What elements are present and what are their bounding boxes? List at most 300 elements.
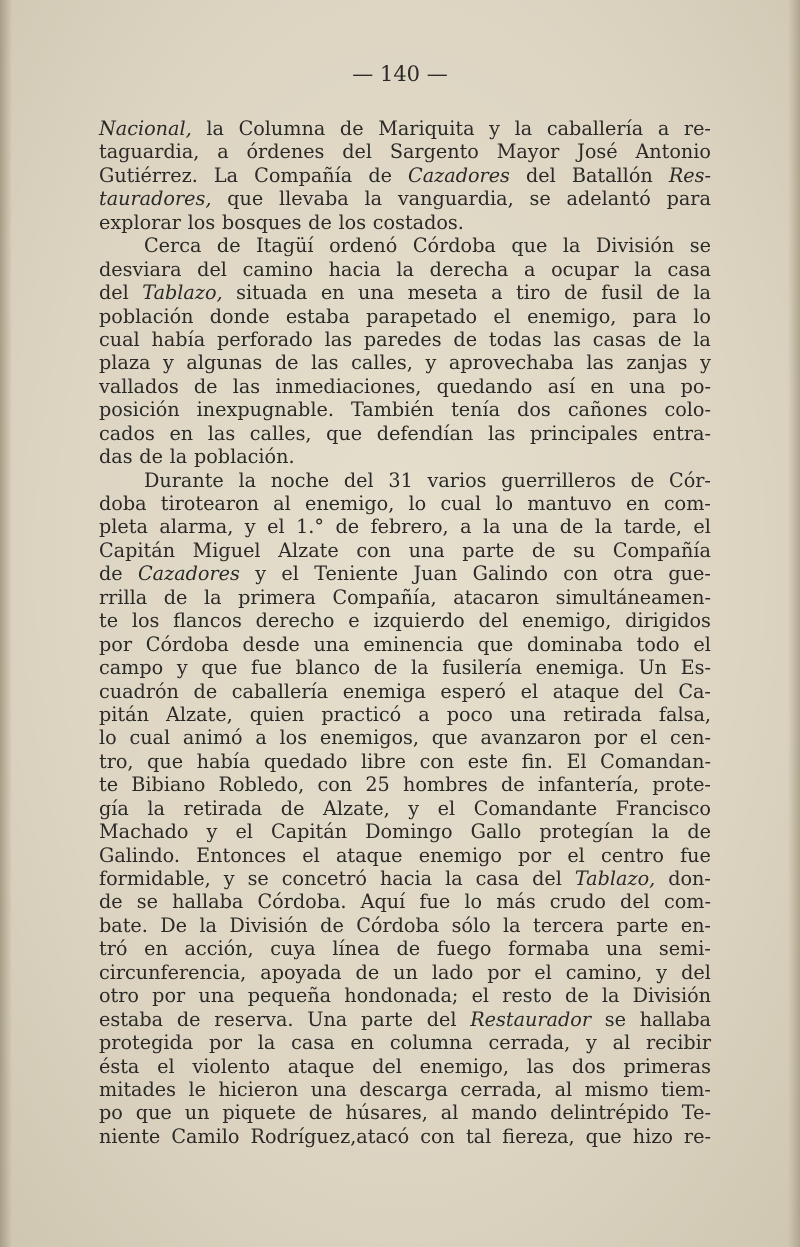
word: el	[471, 984, 490, 1008]
word: eminencia	[363, 632, 464, 656]
word: Alzate	[278, 538, 339, 562]
word: colo-	[664, 398, 711, 422]
word: a	[460, 515, 472, 539]
word: para	[666, 187, 711, 211]
word: de	[280, 796, 305, 820]
word: la	[601, 984, 620, 1008]
word: se	[247, 867, 269, 890]
word: Columna	[238, 117, 326, 140]
word: Gutiérrez.	[99, 163, 198, 187]
word: que	[135, 1101, 172, 1125]
word: por	[593, 726, 627, 750]
word: cuadrón	[99, 679, 179, 703]
text-line	[99, 820, 711, 843]
word: División	[595, 234, 675, 258]
word: Domingo	[365, 820, 453, 844]
word: dos	[517, 398, 551, 422]
word: el	[534, 960, 552, 984]
word: estaba	[99, 1007, 164, 1031]
word: por	[99, 632, 133, 656]
word: tenía	[451, 398, 501, 422]
word: inmediaciones,	[275, 374, 422, 398]
word: Antonio	[635, 140, 711, 164]
word: que	[147, 749, 184, 773]
word: crudo	[549, 890, 606, 914]
word: Comandante	[473, 796, 598, 820]
word: situada	[236, 281, 308, 305]
page-number: — 140 —	[352, 62, 448, 86]
word: hallaba	[172, 890, 244, 914]
word: al	[440, 1101, 459, 1125]
word: aprovechaba	[448, 351, 574, 375]
word: que	[477, 632, 514, 656]
word: cañones	[567, 398, 648, 422]
word: ataque	[335, 843, 403, 867]
word: pequeña	[247, 984, 332, 1008]
word: El	[566, 749, 587, 773]
word: a	[217, 140, 229, 164]
word: flancos	[173, 609, 242, 633]
word: Miguel	[192, 538, 261, 562]
word: Res-	[668, 163, 711, 187]
word: el	[639, 726, 658, 750]
word: en-	[680, 913, 711, 937]
word: la	[203, 585, 222, 609]
word: la	[594, 515, 613, 539]
word: del	[343, 468, 374, 492]
page-edge-shadow	[0, 0, 12, 1247]
word: del	[532, 867, 562, 890]
word: atacaron	[453, 585, 540, 609]
word: entra-	[652, 421, 711, 445]
word: de	[373, 656, 398, 680]
word: infantería,	[537, 773, 640, 797]
word: fusilería	[442, 656, 522, 680]
word: de	[687, 820, 711, 844]
word: cual	[440, 492, 482, 515]
word: de	[656, 281, 680, 305]
word: reserva.	[214, 1007, 294, 1031]
word: Teniente	[314, 562, 399, 586]
word: del	[633, 679, 664, 703]
word: División	[632, 984, 711, 1008]
word: con	[419, 749, 455, 773]
word: la	[199, 913, 217, 937]
word: a	[418, 702, 430, 726]
word: lo	[99, 726, 117, 750]
word: hizo	[632, 1124, 673, 1148]
text-line	[99, 375, 711, 398]
word: Tablazo,	[142, 281, 223, 305]
text-line	[99, 234, 711, 257]
word: la	[483, 515, 501, 539]
text-line	[99, 1078, 711, 1101]
body-text	[99, 117, 711, 1148]
word: del	[526, 163, 556, 187]
word: retirada	[563, 702, 642, 726]
word: de	[559, 515, 584, 539]
text-line	[99, 1125, 711, 1148]
word: falsa,	[658, 702, 711, 726]
word: prote-	[652, 773, 711, 797]
word: estaba	[285, 304, 350, 328]
word: Compañía,	[332, 585, 437, 609]
word: Bibiano	[131, 773, 206, 797]
word: semi-	[658, 937, 711, 961]
word: doba	[99, 492, 147, 515]
word: campo	[99, 656, 164, 680]
word: Compañía	[254, 163, 353, 187]
word: hacia	[379, 867, 433, 890]
word: dominaba	[527, 632, 623, 656]
word: todas	[488, 327, 542, 351]
word: Juan	[413, 562, 458, 586]
text-line	[99, 492, 711, 515]
word: Camilo	[171, 1124, 240, 1148]
word: gue-	[668, 562, 711, 586]
text-line	[99, 680, 711, 703]
word: las	[311, 351, 339, 375]
word: húsares,	[345, 1101, 428, 1125]
word: libre	[360, 749, 407, 773]
word: vanguardia,	[397, 187, 514, 211]
word: enemigo	[418, 843, 502, 867]
word: Córdoba	[356, 913, 440, 937]
word: más	[496, 890, 536, 914]
word: protegían	[539, 820, 634, 844]
text-line	[99, 328, 711, 351]
text-line	[99, 797, 711, 820]
word: de	[339, 117, 364, 140]
word: y	[163, 351, 174, 375]
text-line	[99, 984, 711, 1007]
text-line	[99, 398, 711, 421]
word: de	[308, 210, 332, 234]
word: dos	[571, 1054, 606, 1078]
word: algunas	[186, 351, 263, 375]
word: el	[302, 843, 320, 867]
word: costados.	[372, 210, 464, 234]
word: ocupar	[551, 257, 619, 281]
text-line	[99, 937, 711, 960]
word: caballería	[546, 117, 644, 140]
word: Cazadores	[137, 562, 240, 586]
word: quedando	[436, 374, 533, 398]
word: al	[273, 492, 291, 515]
word: y	[255, 562, 267, 586]
word: el	[520, 679, 539, 703]
word: una	[358, 281, 395, 305]
word: del	[478, 609, 509, 633]
word: de	[564, 281, 588, 305]
word: Córdoba.	[257, 890, 347, 914]
word: Cór-	[669, 468, 711, 492]
word: el	[567, 843, 585, 867]
word: La	[213, 163, 239, 187]
word: Francisco	[615, 796, 711, 820]
word: y	[425, 351, 437, 375]
word: enemigo,	[527, 304, 617, 328]
text-line	[99, 1101, 711, 1124]
word: derecha	[429, 257, 509, 281]
word: a	[524, 257, 536, 281]
word: formaba	[508, 937, 590, 961]
word: la	[238, 468, 257, 492]
word: de	[99, 890, 123, 914]
word: piquete	[222, 1101, 296, 1125]
word: en	[350, 1031, 375, 1055]
word: por	[518, 843, 552, 867]
page-edge-shadow	[788, 0, 800, 1247]
word: de	[500, 773, 525, 797]
word: del	[99, 281, 129, 305]
word: Mariquita	[378, 117, 475, 140]
word: de	[320, 913, 344, 937]
word: se	[689, 234, 711, 258]
text-line	[99, 914, 711, 937]
word: población.	[193, 445, 295, 469]
word: Alzate,	[166, 702, 233, 726]
word: noche	[270, 468, 330, 492]
word: la	[445, 867, 463, 890]
word: camino	[242, 257, 314, 281]
word: de	[99, 562, 123, 586]
word: tiem-	[661, 1077, 711, 1101]
word: avanzaron	[480, 726, 582, 750]
word: Alzate,	[322, 796, 390, 820]
word: bosques	[221, 210, 302, 234]
word: También	[350, 398, 435, 422]
word: las	[526, 1054, 555, 1078]
word: el	[281, 562, 299, 586]
word: en	[169, 421, 194, 445]
word: tercera	[533, 913, 604, 937]
word: la	[396, 257, 414, 281]
word: el	[157, 1054, 175, 1078]
word: e	[348, 609, 360, 633]
word: fuego	[436, 937, 492, 961]
word: re-	[683, 117, 711, 140]
word: la	[514, 117, 533, 140]
word: guerrilleros	[501, 468, 616, 492]
word: vallados	[99, 374, 179, 398]
word: pleta	[99, 515, 148, 539]
word: población	[99, 304, 194, 328]
word: casas	[592, 327, 647, 351]
word: y	[223, 867, 235, 890]
word: le	[188, 1077, 206, 1101]
word: Durante	[144, 468, 224, 492]
word: Es-	[680, 656, 711, 680]
word: y	[656, 960, 668, 984]
word: otra	[613, 562, 654, 586]
text-line	[99, 258, 711, 281]
word: resto	[502, 984, 552, 1008]
word: primeras	[623, 1054, 711, 1078]
word: el	[437, 796, 456, 820]
word: Rodríguez,atacó	[250, 1124, 410, 1148]
word: las	[553, 327, 581, 351]
word: una	[198, 984, 235, 1008]
text-line	[99, 515, 711, 538]
word: Galindo	[472, 562, 548, 586]
word: el	[235, 820, 253, 844]
word: que	[585, 1124, 622, 1148]
word: tauradores,	[99, 187, 212, 211]
word: de	[335, 515, 360, 539]
word: cados	[99, 421, 155, 445]
word: meseta	[407, 281, 478, 305]
word: del	[426, 1007, 457, 1031]
word: hicieron	[218, 1077, 299, 1101]
word: de	[657, 327, 682, 351]
word: del	[681, 960, 711, 984]
word: fue	[251, 656, 282, 680]
word: Ca-	[678, 679, 711, 703]
word: don-	[668, 867, 711, 890]
word: cen-	[670, 726, 711, 750]
text-line	[99, 562, 711, 585]
word: la	[693, 327, 711, 351]
word: con	[420, 1124, 455, 1148]
word: enemiga.	[535, 656, 625, 680]
word: y	[586, 1031, 597, 1055]
word: los	[338, 210, 367, 234]
word: Una	[307, 1007, 348, 1031]
word: Itagüí	[256, 234, 314, 258]
word: bate.	[99, 913, 148, 937]
word: y	[176, 656, 188, 680]
word: al	[612, 1031, 631, 1055]
word: te	[99, 773, 119, 797]
word: a	[255, 726, 267, 750]
word: tirotearon	[160, 492, 259, 515]
word: las	[207, 421, 236, 445]
word: desde	[242, 632, 300, 656]
word: se	[136, 890, 158, 914]
word: una	[512, 515, 549, 539]
word: Nacional,	[99, 117, 192, 140]
word: de	[531, 538, 556, 562]
word: defendían	[376, 421, 474, 445]
word: Entonces	[196, 843, 287, 867]
text-line	[99, 656, 711, 679]
word: re-	[683, 1124, 711, 1148]
word: y	[408, 796, 420, 820]
word: parapetado	[366, 304, 478, 328]
text-line	[99, 1008, 711, 1031]
word: recibir	[645, 1031, 711, 1055]
word: la	[562, 234, 581, 258]
text-line	[99, 773, 711, 796]
word: tarde,	[623, 515, 682, 539]
word: en	[625, 492, 650, 515]
word: calles,	[249, 421, 312, 445]
word: Robledo,	[218, 773, 305, 797]
text-line	[99, 844, 711, 867]
word: quien	[249, 702, 305, 726]
word: de	[274, 351, 299, 375]
word: cerrada,	[488, 1031, 571, 1055]
text-line	[99, 305, 711, 328]
word: una	[629, 374, 666, 398]
word: columna	[389, 1031, 473, 1055]
text-line	[99, 867, 711, 890]
word: todo	[636, 632, 680, 656]
word: enemigos,	[319, 726, 420, 750]
word: explorar	[99, 210, 181, 234]
word: fiereza,	[502, 1124, 575, 1148]
word: del	[197, 257, 227, 281]
word: formidable,	[99, 867, 211, 890]
word: niente	[99, 1124, 161, 1148]
word: lo	[408, 492, 427, 515]
word: un	[184, 1101, 210, 1125]
word: con	[563, 562, 598, 586]
text-line	[99, 1055, 711, 1078]
text-line	[99, 703, 711, 726]
word: parte	[462, 538, 515, 562]
word: la	[169, 445, 188, 469]
word: Restaurador	[470, 1007, 591, 1031]
word: sólo	[451, 913, 491, 937]
word: este	[467, 749, 509, 773]
word: otro	[99, 984, 139, 1008]
word: de	[176, 1007, 201, 1031]
word: cuya	[270, 937, 316, 961]
text-line	[99, 586, 711, 609]
word: cerrada,	[460, 1077, 543, 1101]
word: llevaba	[279, 187, 349, 211]
word: de	[453, 327, 478, 351]
text-line	[99, 750, 711, 773]
word: el	[693, 632, 711, 656]
word: descarga	[359, 1077, 448, 1101]
word: la	[503, 913, 521, 937]
word: donde	[209, 304, 270, 328]
word: pitán	[99, 702, 149, 726]
word: ordenó	[329, 234, 398, 258]
word: los	[279, 726, 308, 750]
word: enemigo,	[521, 609, 612, 633]
word: de	[216, 234, 241, 258]
text-line	[99, 445, 711, 468]
text-line	[99, 140, 711, 163]
word: fue	[419, 890, 451, 914]
word: de	[193, 374, 218, 398]
word: por	[152, 984, 186, 1008]
word: Cerca	[144, 234, 202, 258]
word: retirada	[183, 796, 263, 820]
text-line	[99, 1031, 711, 1054]
word: Córdoba	[145, 632, 229, 656]
word: hallaba	[639, 1007, 711, 1031]
word: una	[313, 632, 350, 656]
word: el	[493, 304, 511, 328]
word: calles,	[351, 351, 413, 375]
word: la	[206, 117, 224, 140]
text-line	[99, 422, 711, 445]
word: zanjas	[626, 351, 688, 375]
word: y	[206, 820, 218, 844]
word: División	[229, 913, 308, 937]
word: primera	[238, 585, 316, 609]
word: practicó	[321, 702, 402, 726]
word: por	[209, 1031, 243, 1055]
word: una	[509, 702, 547, 726]
word: se	[604, 1007, 626, 1031]
word: que	[511, 234, 548, 258]
